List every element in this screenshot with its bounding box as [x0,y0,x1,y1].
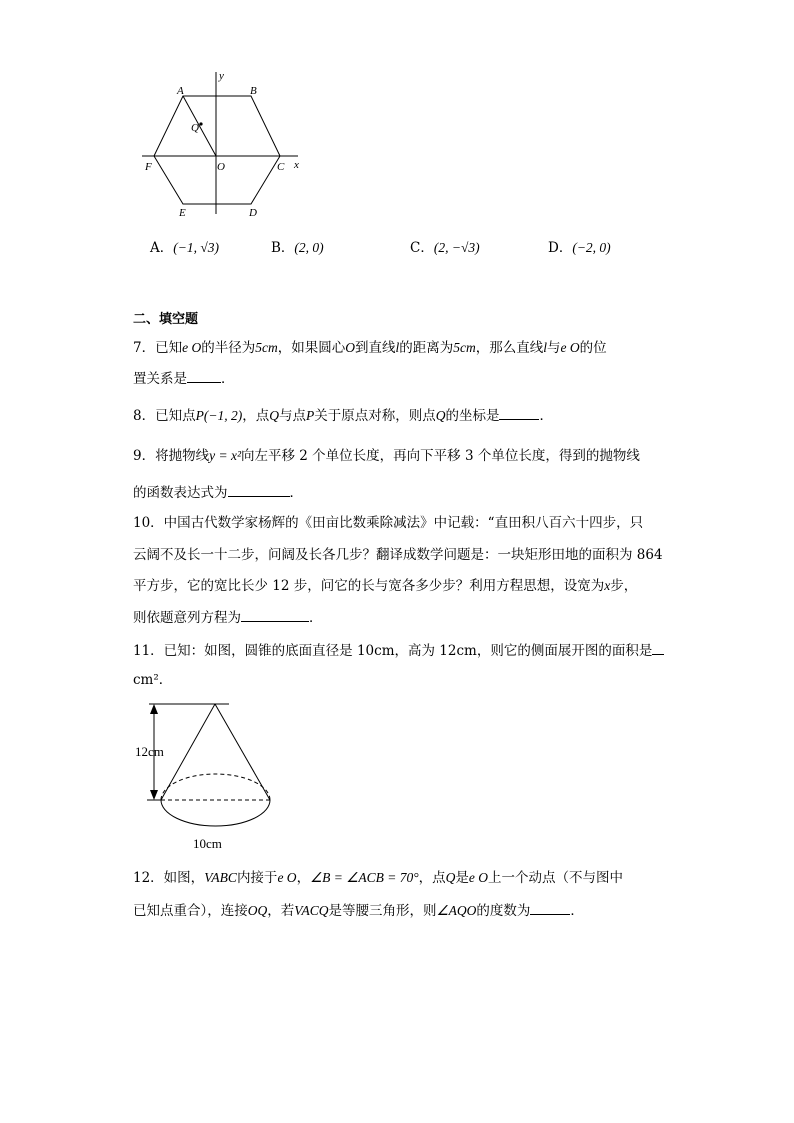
question-10-line4: 则依题意列方程为 ． [133,607,323,628]
arrow-head-bottom [150,790,158,800]
label-Q: Q [191,122,199,134]
question-12-line1: 12．如图，VABC内接于e O，∠B = ∠ACB = 70°，点Q是e O上一个动点（不与图中 [133,870,624,886]
answer-blank[interactable] [241,607,309,622]
label-A: A [177,85,184,97]
arrow-head-top [150,704,158,714]
cone-left-edge [161,704,215,800]
cone-right-edge [215,704,270,800]
answer-blank[interactable] [530,900,570,915]
label-F: F [145,161,152,173]
question-11-line1: 11．已知：如图，圆锥的底面直径是 10cm，高为 12cm，则它的侧面展开图的面积是 [133,640,664,661]
section-title: 二、填空题 [133,312,199,327]
question-7-line2: 置关系是 ． [133,368,235,389]
answer-blank[interactable] [228,482,290,497]
question-7-line1: 7．已知e O的半径为5cm，如果圆心O到直线l的距离为5cm，那么直线l与e O的位 [133,340,607,356]
label-y: y [219,70,224,82]
label-B: B [250,85,257,97]
height-label: 12cm [135,744,164,759]
answer-blank[interactable] [652,640,664,655]
label-E: E [179,207,186,219]
question-11-line2: cm²． [133,672,173,688]
label-O: O [217,161,225,173]
question-9-line1: 9．将抛物线y = x²向左平移 2 个单位长度，再向下平移 3 个单位长度，得到的抛物线 [133,448,640,464]
answer-blank[interactable] [187,368,221,383]
option-b: B．(2, 0) [271,240,324,256]
ellipse-back [161,774,270,800]
diameter-label: 10cm [193,836,222,851]
label-x: x [294,159,299,171]
option-c: C．(2, −√3) [410,240,480,256]
option-d: D．(−2, 0) [548,240,611,256]
question-10-line1: 10．中国古代数学家杨辉的《田亩比数乘除减法》中记载：“直田积八百六十四步，只 [133,515,644,531]
answer-blank[interactable] [499,405,539,420]
question-10-line2: 云阔不及长一十二步，问阔及长各几步？翻译成数学问题是：一块矩形田地的面积为 864 [133,547,663,563]
question-10-line3: 平方步，它的宽比长少 12 步，问它的长与宽各多少步？利用方程思想，设宽为x步， [133,578,638,594]
hexagon [154,96,280,204]
question-8: 8．已知点P(−1, 2)，点Q与点P关于原点对称，则点Q的坐标是 ． [133,405,553,426]
ellipse-front [161,800,270,826]
label-C: C [277,161,285,173]
segment-AO [183,96,216,156]
question-12-line2: 已知点重合），连接OQ，若VACQ是等腰三角形，则∠AQO的度数为 ． [133,900,584,921]
label-D: D [249,207,257,219]
cone-figure [133,696,283,856]
option-a: A．(−1, √3) [150,240,220,256]
point-Q [199,122,202,125]
hexagon-figure [140,68,310,220]
question-9-line2: 的函数表达式为 ． [133,482,303,503]
